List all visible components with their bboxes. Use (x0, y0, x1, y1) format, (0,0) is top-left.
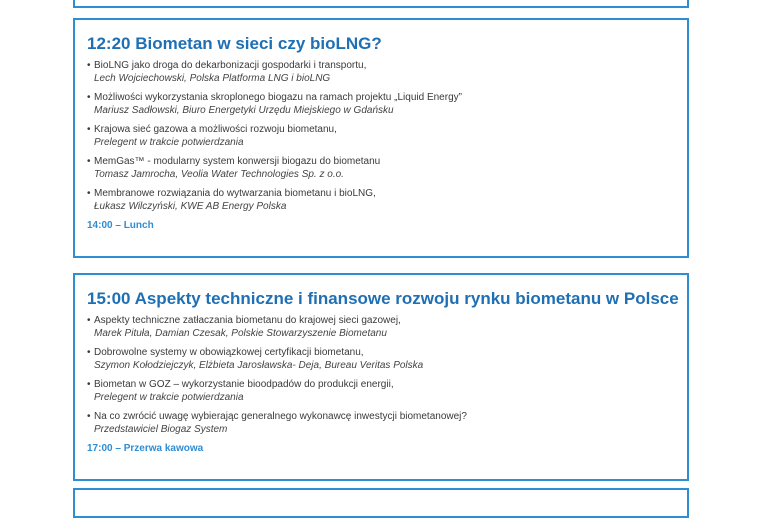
bullet-icon: • (87, 156, 91, 167)
bullet-icon: • (87, 379, 91, 390)
talk-speaker: Prelegent w trakcie potwierdzania (94, 392, 244, 403)
bullet-icon: • (87, 92, 91, 103)
talk-item (87, 155, 687, 181)
previous-session-box (73, 0, 689, 8)
talk-item (87, 91, 687, 117)
talk-item (87, 187, 687, 213)
talk-speaker: Lech Wojciechowski, Polska Platforma LNG i bioLNG (94, 73, 331, 84)
talk-speaker: Prelegent w trakcie potwierdzania (94, 137, 244, 148)
talk-topic: Aspekty techniczne zatłaczania biometanu do krajowej sieci gazowej, (94, 315, 401, 326)
bullet-icon: • (87, 60, 91, 71)
talk-speaker: Przedstawiciel Biogaz System (94, 424, 228, 435)
talk-item (87, 123, 687, 149)
session-box (73, 273, 689, 481)
bullet-icon: • (87, 411, 91, 422)
bullet-icon: • (87, 315, 91, 326)
talk-topic: MemGas™ - modularny system konwersji biogazu do biometanu (94, 156, 381, 167)
session-title: 12:20 Biometan w sieci czy bioLNG? (87, 34, 382, 53)
talk-topic: BioLNG jako droga do dekarbonizacji gospodarki i transportu, (94, 60, 367, 71)
talk-speaker: Marek Pituła, Damian Czesak, Polskie Stowarzyszenie Biometanu (94, 328, 387, 339)
talk-speaker: Szymon Kołodziejczyk, Elżbieta Jarosławska- Deja, Bureau Veritas Polska (94, 360, 424, 371)
talk-item (87, 346, 687, 372)
talk-item (87, 59, 687, 85)
break-label: 17:00 – Przerwa kawowa (87, 443, 204, 454)
next-session-box (73, 488, 689, 518)
session-box (73, 18, 689, 258)
talk-topic: Biometan w GOZ – wykorzystanie bioodpadów do produkcji energii, (94, 379, 394, 390)
talk-speaker: Łukasz Wilczyński, KWE AB Energy Polska (94, 201, 287, 212)
talk-item (87, 314, 687, 340)
talk-topic: Możliwości wykorzystania skroplonego biogazu na ramach projektu „Liquid Energy” (94, 92, 462, 103)
talk-speaker: Tomasz Jamrocha, Veolia Water Technologies Sp. z o.o. (94, 169, 344, 180)
talk-topic: Membranowe rozwiązania do wytwarzania biometanu i bioLNG, (94, 188, 376, 199)
bullet-icon: • (87, 188, 91, 199)
talk-topic: Na co zwrócić uwagę wybierając generalnego wykonawcę inwestycji biometanowej? (94, 411, 467, 422)
session-title: 15:00 Aspekty techniczne i finansowe rozwoju rynku biometanu w Polsce (87, 289, 679, 308)
talk-item (87, 378, 687, 404)
talk-item (87, 410, 687, 436)
talk-speaker: Mariusz Sadłowski, Biuro Energetyki Urzędu Miejskiego w Gdańsku (94, 105, 394, 116)
break-label: 14:00 – Lunch (87, 220, 154, 231)
talk-topic: Dobrowolne systemy w obowiązkowej certyfikacji biometanu, (94, 347, 364, 358)
talk-topic: Krajowa sieć gazowa a możliwości rozwoju biometanu, (94, 124, 337, 135)
bullet-icon: • (87, 347, 91, 358)
bullet-icon: • (87, 124, 91, 135)
